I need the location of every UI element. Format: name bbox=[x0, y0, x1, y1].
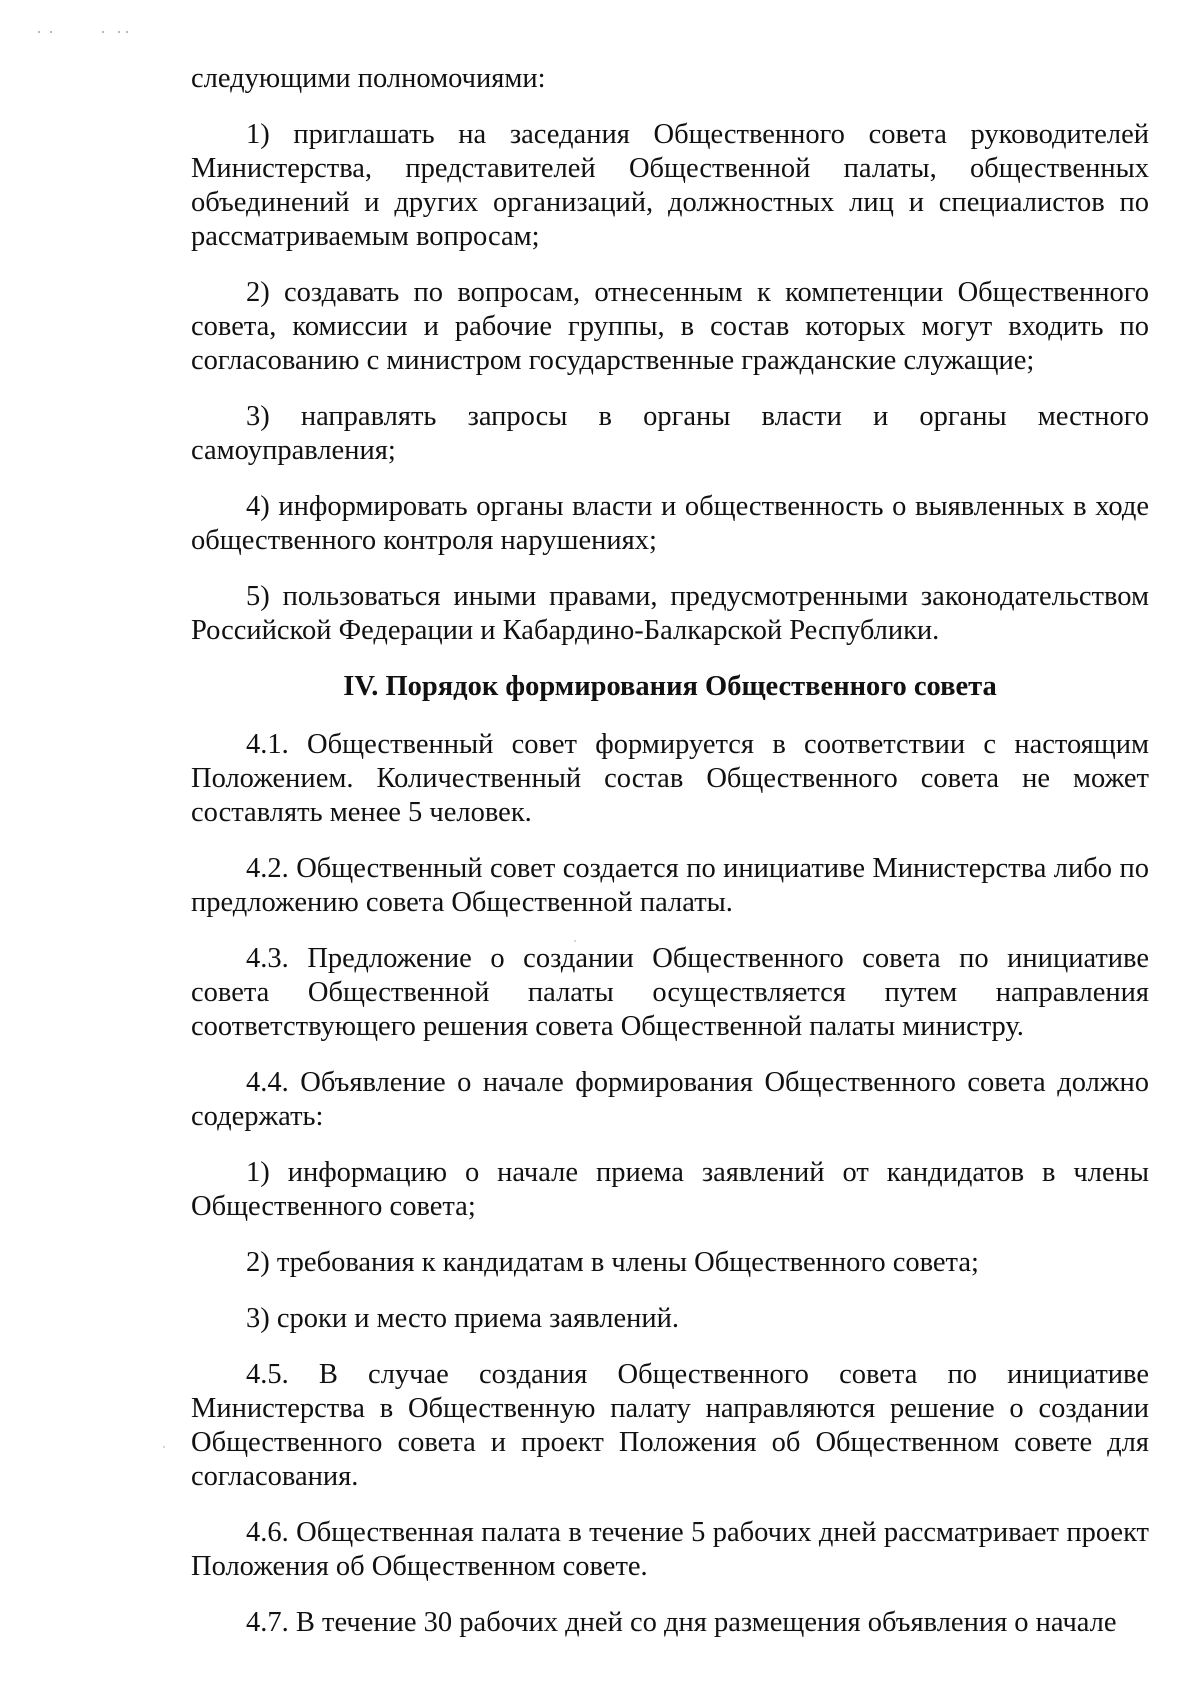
paragraph: 4.3. Предложение о создании Общественного совета по инициативе совета Общественной палаты осуществляется путем направления соответствующего решения совета Общественной палаты министру. bbox=[191, 943, 1149, 1042]
paragraph: 4.6. Общественная палата в течение 5 рабочих дней рассматривает проект Положения об Общественном совете. bbox=[191, 1517, 1149, 1582]
scan-speck bbox=[163, 1446, 165, 1448]
paragraph: 4.4. Объявление о начале формирования Общественного совета должно содержать: bbox=[191, 1067, 1149, 1132]
paragraph: 2) требования к кандидатам в члены Общественного совета; bbox=[246, 1247, 979, 1278]
continuation-line: следующими полномочиями: bbox=[191, 63, 546, 94]
paragraph: 5) пользоваться иными правами, предусмотренными законодательством Российской Федерации и Кабардино-Балкарской Республики. bbox=[191, 581, 1149, 646]
paragraph: 2) создавать по вопросам, отнесенным к компетенции Общественного совета, комиссии и рабочие группы, в состав которых могут входить по согласованию с министром государственные гражданские служащие; bbox=[191, 277, 1149, 376]
paragraph: 3) сроки и место приема заявлений. bbox=[246, 1303, 679, 1334]
paragraph: 4.2. Общественный совет создается по инициативе Министерства либо по предложению совета Общественной палаты. bbox=[191, 853, 1149, 918]
paragraph: 3) направлять запросы в органы власти и органы местного самоуправления; bbox=[191, 401, 1149, 466]
paragraph: 4.5. В случае создания Общественного совета по инициативе Министерства в Общественную палату направляются решение о создании Общественного совета и проект Положения об Общественном совете для согласования. bbox=[191, 1359, 1149, 1492]
paragraph: 1) информацию о начале приема заявлений от кандидатов в члены Общественного совета; bbox=[191, 1157, 1149, 1222]
paragraph: 4) информировать органы власти и общественность о выявленных в ходе общественного контроля нарушениях; bbox=[191, 491, 1149, 556]
section-heading: IV. Порядок формирования Общественного совета bbox=[343, 671, 997, 702]
scan-artifact bbox=[38, 28, 148, 38]
paragraph: 4.1. Общественный совет формируется в соответствии с настоящим Положением. Количественный состав Общественного совета не может составлять менее 5 человек. bbox=[191, 729, 1149, 828]
paragraph: 4.7. В течение 30 рабочих дней со дня размещения объявления о начале bbox=[246, 1607, 1117, 1638]
paragraph: 1) приглашать на заседания Общественного совета руководителей Министерства, представителей Общественной палаты, общественных объединений и других организаций, должностных лиц и специалистов по рассматриваемым вопросам; bbox=[191, 119, 1149, 252]
document-body bbox=[191, 62, 1149, 1640]
